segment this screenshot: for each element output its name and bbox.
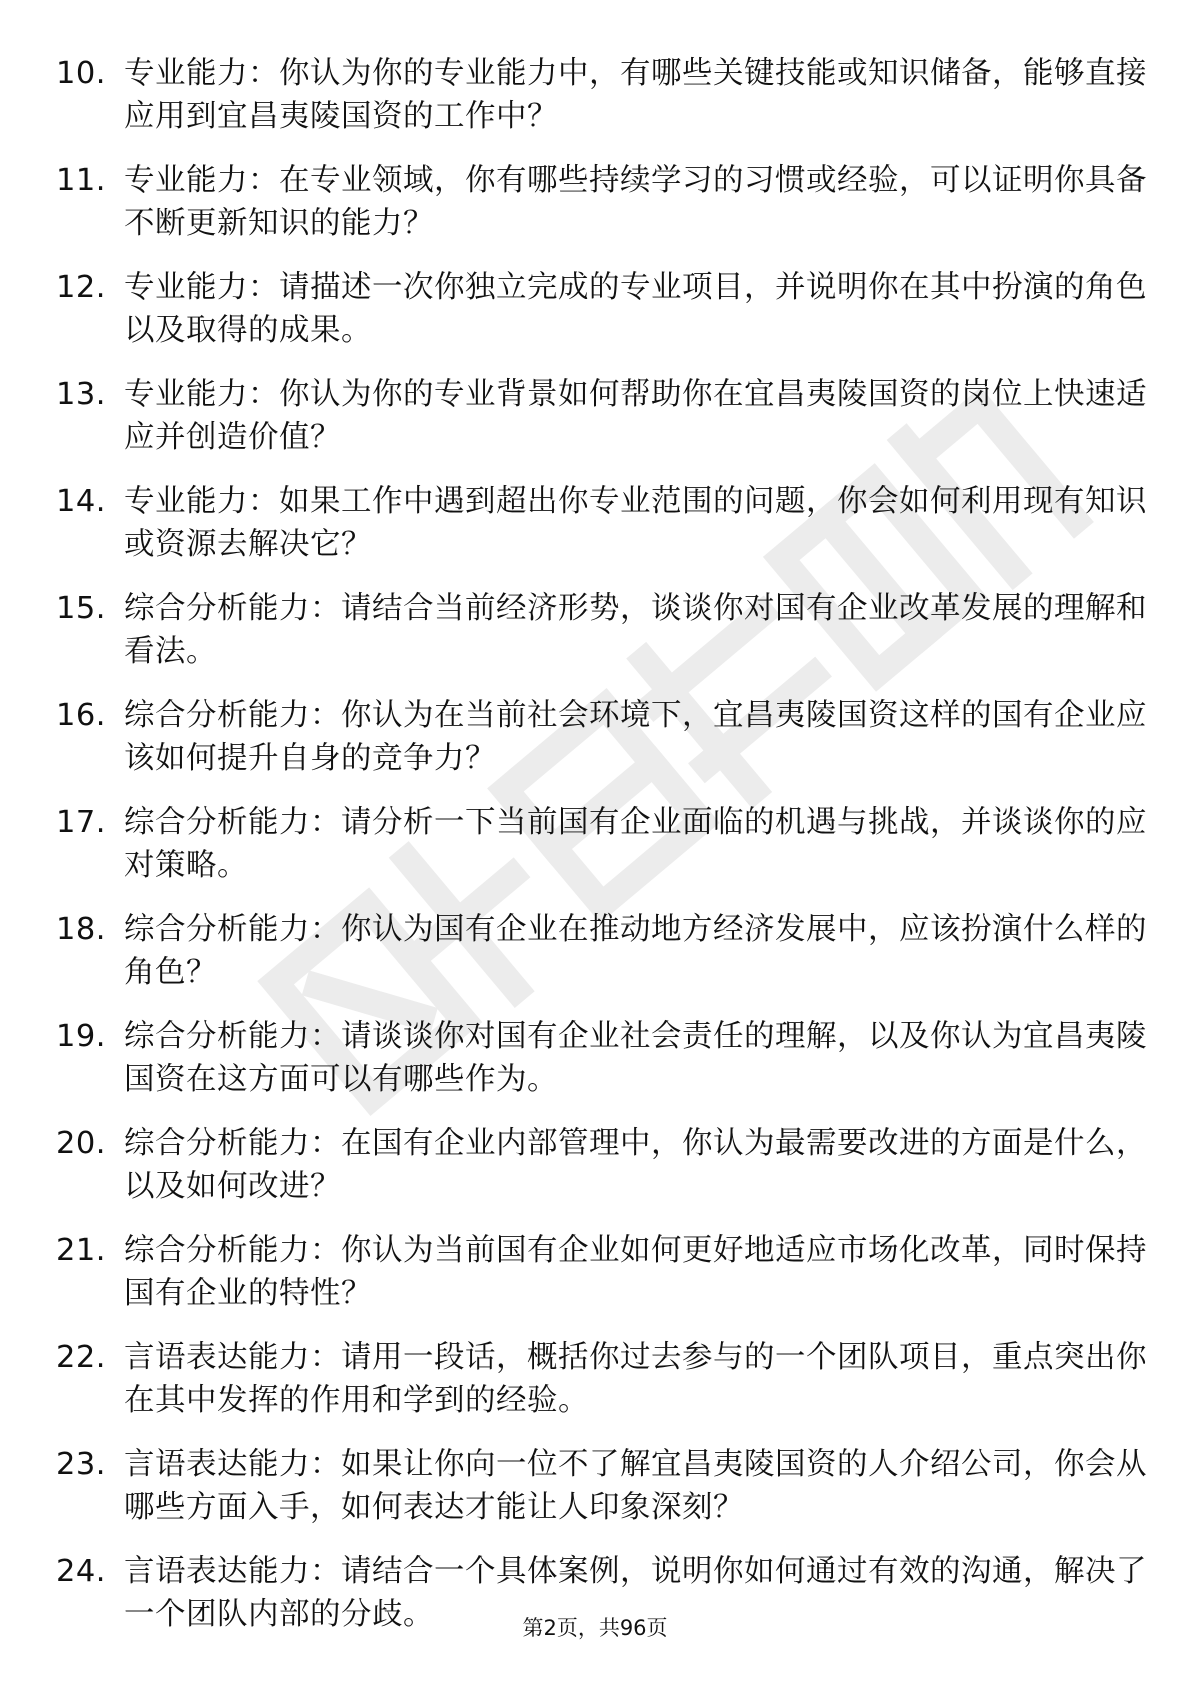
question-number: 20. <box>56 1126 107 1161</box>
question-number: 13. <box>56 377 107 412</box>
question-item <box>56 801 1147 887</box>
question-text: 言语表达能力：请结合一个具体案例，说明你如何通过有效的沟通，解决了一个团队内部的分歧。 <box>124 1554 1147 1632</box>
page-number-footer: 第2页，共96页 <box>522 1616 668 1640</box>
question-item <box>56 52 1147 138</box>
question-number: 19. <box>56 1019 107 1054</box>
question-item <box>56 1336 1147 1422</box>
question-text: 综合分析能力：请结合当前经济形势，谈谈你对国有企业改革发展的理解和看法。 <box>124 591 1147 669</box>
question-text: 专业能力：在专业领域，你有哪些持续学习的习惯或经验，可以证明你具备不断更新知识的能力？ <box>124 163 1147 241</box>
question-text: 专业能力：请描述一次你独立完成的专业项目，并说明你在其中扮演的角色以及取得的成果。 <box>124 270 1147 348</box>
question-item <box>56 159 1147 245</box>
question-text: 综合分析能力：你认为当前国有企业如何更好地适应市场化改革，同时保持国有企业的特性？ <box>124 1233 1147 1311</box>
question-number: 18. <box>56 912 107 947</box>
question-item <box>56 694 1147 780</box>
question-text: 专业能力：你认为你的专业背景如何帮助你在宜昌夷陵国资的岗位上快速适应并创造价值？ <box>124 377 1147 455</box>
question-text: 言语表达能力：请用一段话，概括你过去参与的一个团队项目，重点突出你在其中发挥的作用和学到的经验。 <box>124 1340 1147 1418</box>
question-item <box>56 1122 1147 1208</box>
question-number: 10. <box>56 56 107 91</box>
question-number: 14. <box>56 484 107 519</box>
question-number: 16. <box>56 698 107 733</box>
question-number: 11. <box>56 163 107 198</box>
question-number: 24. <box>56 1554 107 1589</box>
question-number: 17. <box>56 805 107 840</box>
question-number: 12. <box>56 270 107 305</box>
question-item <box>56 480 1147 566</box>
question-text: 综合分析能力：你认为在当前社会环境下，宜昌夷陵国资这样的国有企业应该如何提升自身的竞争力？ <box>124 698 1147 776</box>
question-text: 综合分析能力：在国有企业内部管理中，你认为最需要改进的方面是什么，以及如何改进？ <box>124 1126 1147 1204</box>
question-item <box>56 1015 1147 1101</box>
question-text: 综合分析能力：请分析一下当前国有企业面临的机遇与挑战，并谈谈你的应对策略。 <box>124 805 1147 883</box>
question-number: 22. <box>56 1340 107 1375</box>
question-text: 专业能力：如果工作中遇到超出你专业范围的问题，你会如何利用现有知识或资源去解决它？ <box>124 484 1147 562</box>
question-number: 21. <box>56 1233 107 1268</box>
question-number: 23. <box>56 1447 107 1482</box>
question-item <box>56 266 1147 352</box>
question-item <box>56 908 1147 994</box>
question-item <box>56 1443 1147 1529</box>
question-list <box>56 52 1147 1657</box>
question-number: 15. <box>56 591 107 626</box>
question-text: 综合分析能力：请谈谈你对国有企业社会责任的理解，以及你认为宜昌夷陵国资在这方面可以有哪些作为。 <box>124 1019 1147 1097</box>
question-item <box>56 1229 1147 1315</box>
question-text: 专业能力：你认为你的专业能力中，有哪些关键技能或知识储备，能够直接应用到宜昌夷陵国资的工作中？ <box>124 56 1147 134</box>
question-item <box>56 373 1147 459</box>
question-text: 综合分析能力：你认为国有企业在推动地方经济发展中，应该扮演什么样的角色？ <box>124 912 1147 990</box>
question-item <box>56 587 1147 673</box>
question-text: 言语表达能力：如果让你向一位不了解宜昌夷陵国资的人介绍公司，你会从哪些方面入手，如何表达才能让人印象深刻？ <box>124 1447 1147 1525</box>
